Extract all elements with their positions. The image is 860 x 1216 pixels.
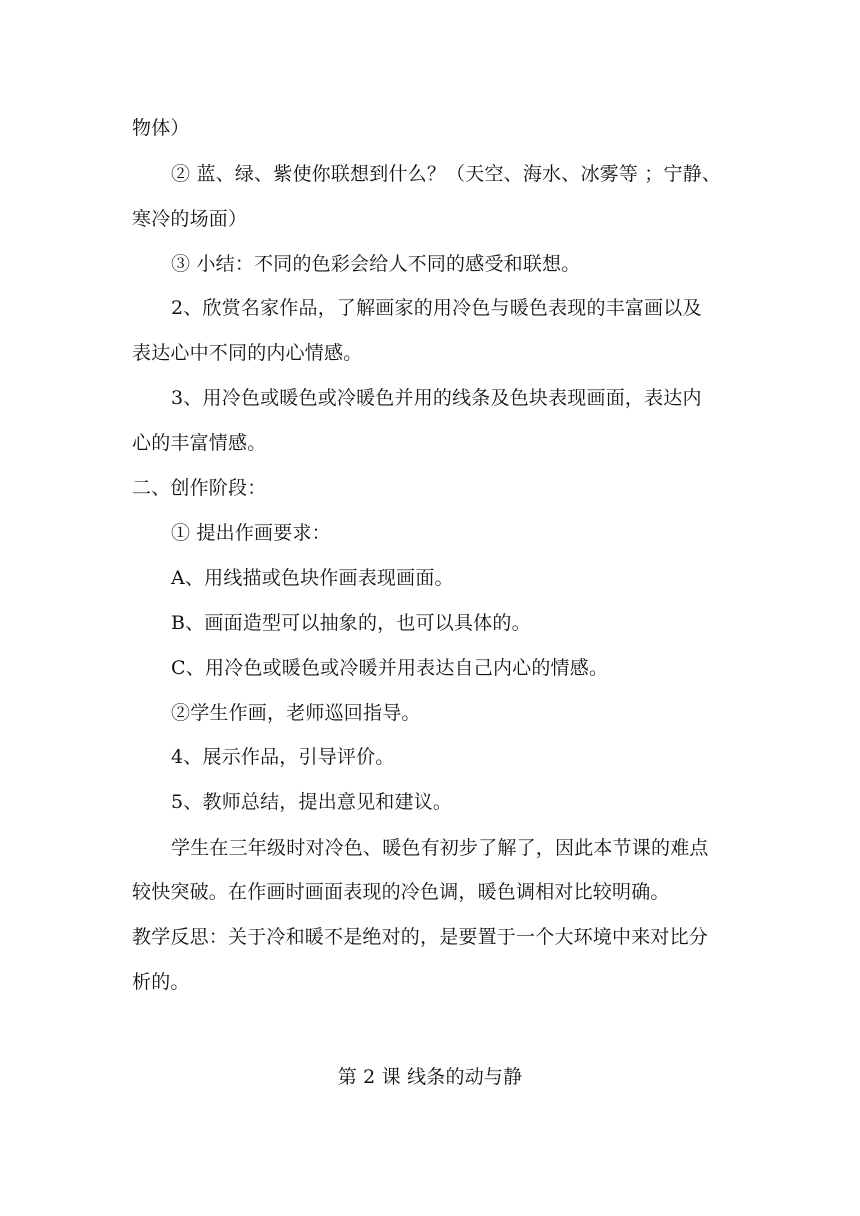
text-line: 学生在三年级时对冷色、暖色有初步了解了，因此本节课的难点 — [171, 837, 709, 859]
text-line: 2、欣赏名家作品，了解画家的用冷色与暖色表现的丰富画以及 — [171, 297, 702, 319]
text-line: ② 蓝、绿、紫使你联想到什么？（天空、海水、冰雾等 ；宁静、 — [171, 163, 722, 185]
text-line: 4、展示作品，引导评价。 — [171, 746, 395, 768]
text-line: 3、用冷色或暖色或冷暖色并用的线条及色块表现画面，表达内 — [171, 387, 702, 409]
list-item: A、用线描或色块作画表现画面。 — [171, 567, 454, 589]
text-line: 5、教师总结，提出意见和建议。 — [171, 791, 453, 813]
text-line: 析的。 — [132, 971, 190, 993]
lesson-title: 第 2 课 线条的动与静 — [337, 1066, 523, 1088]
list-item: B、画面造型可以抽象的，也可以具体的。 — [171, 612, 531, 634]
list-item: C、用冷色或暖色或冷暖并用表达自己内心的情感。 — [171, 657, 609, 679]
text-line: 表达心中不同的内心情感。 — [132, 342, 363, 364]
reflection-line: 教学反思：关于冷和暖不是绝对的，是要置于一个大环境中来对比分 — [132, 926, 709, 948]
text-line: 寒冷的场面） — [132, 208, 248, 230]
text-line: 心的丰富情感。 — [132, 432, 267, 454]
section-heading: 二、创作阶段： — [132, 477, 267, 499]
text-line: ②学生作画，老师巡回指导。 — [171, 702, 421, 724]
text-line: 较快突破。在作画时画面表现的冷色调，暖色调相对比较明确。 — [132, 881, 670, 903]
text-line: ① 提出作画要求： — [171, 522, 331, 544]
text-line: ③ 小结：不同的色彩会给人不同的感受和联想。 — [171, 253, 581, 275]
text-line: 物体） — [132, 117, 190, 139]
